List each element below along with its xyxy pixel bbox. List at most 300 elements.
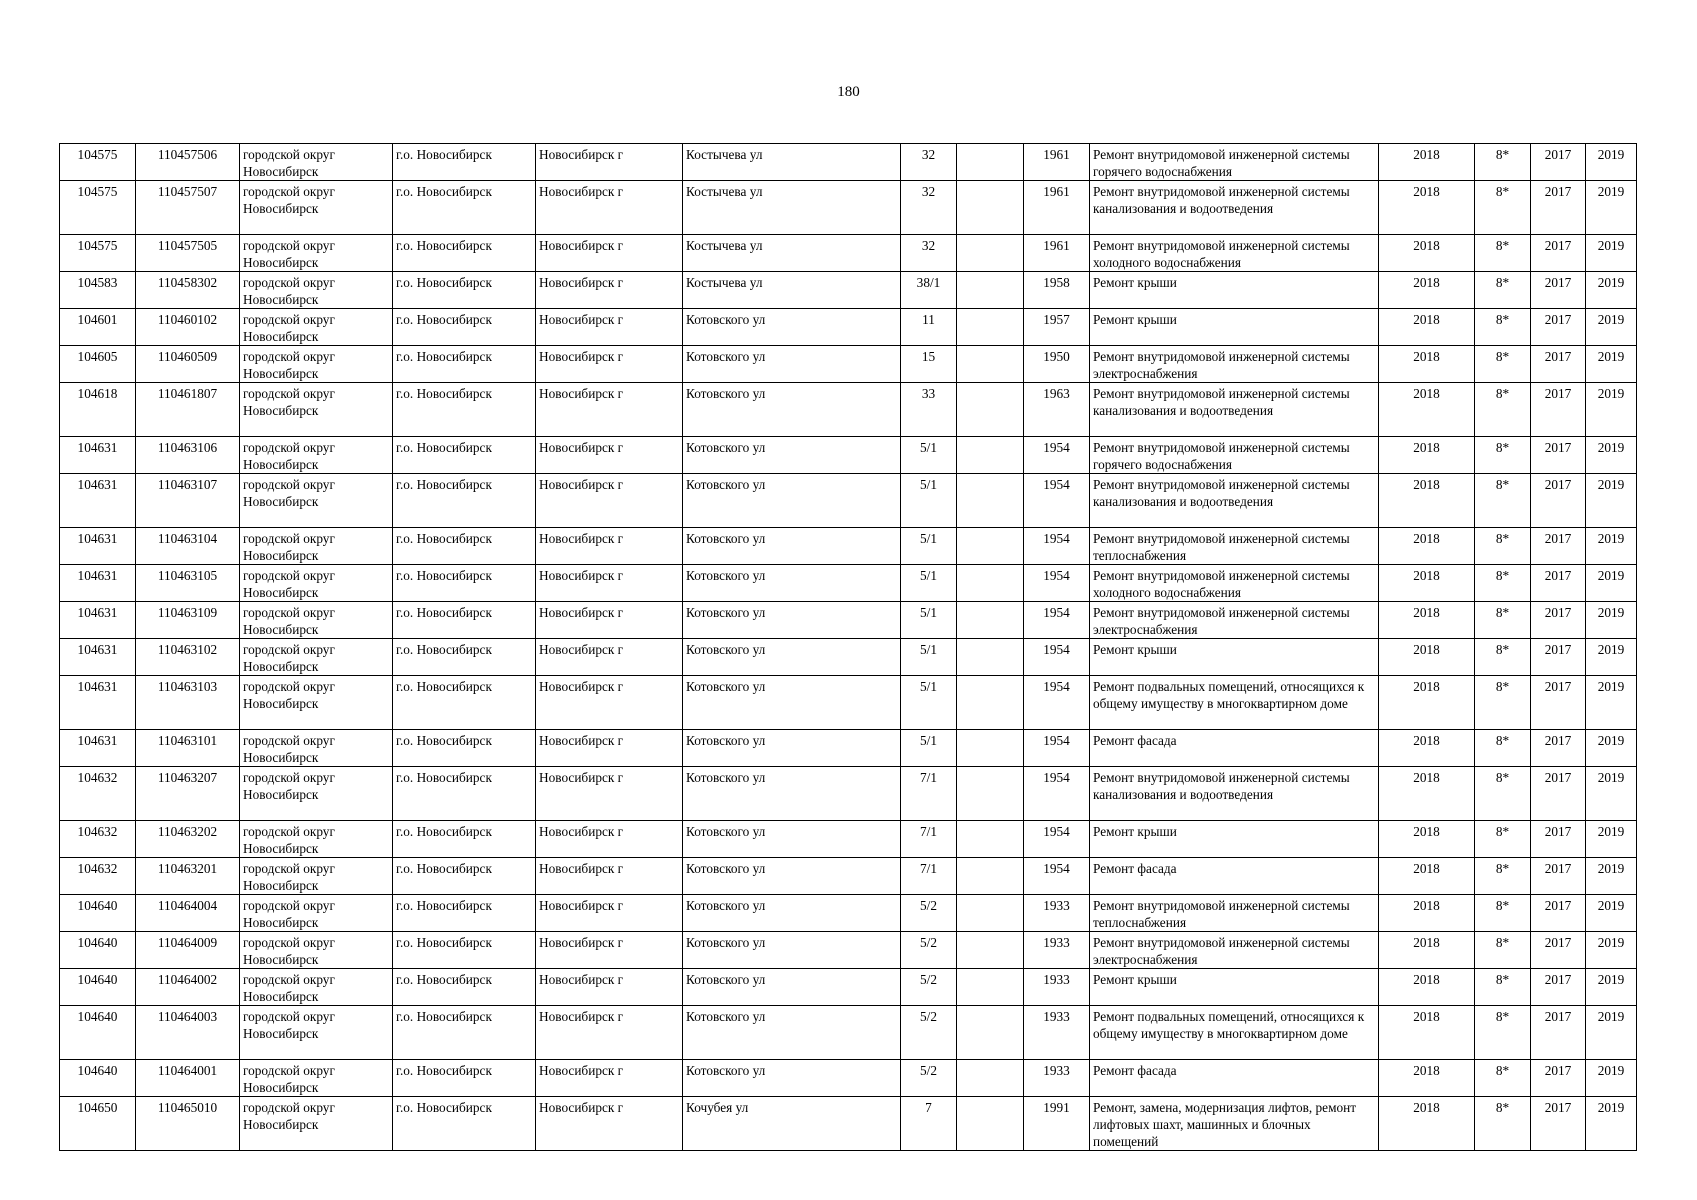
work-type-cell: Ремонт крыши — [1090, 969, 1379, 1006]
locality-cell: Новосибирск г — [536, 528, 683, 565]
work-type-cell: Ремонт внутридомовой инженерной системы канализования и водоотведения — [1090, 767, 1379, 821]
locality-cell: Новосибирск г — [536, 309, 683, 346]
house-number-cell: 5/1 — [901, 676, 957, 730]
municipality-cell: городской округ Новосибирск — [240, 272, 393, 309]
period-start-cell: 2017 — [1531, 474, 1586, 528]
work-type-cell: Ремонт крыши — [1090, 309, 1379, 346]
building-cell — [957, 969, 1024, 1006]
record-id-cell: 110463207 — [136, 767, 240, 821]
building-cell — [957, 144, 1024, 181]
building-cell — [957, 895, 1024, 932]
street-cell: Котовского ул — [683, 528, 901, 565]
period-start-cell: 2017 — [1531, 1097, 1586, 1151]
record-id-cell: 110463107 — [136, 474, 240, 528]
period-start-cell: 2017 — [1531, 235, 1586, 272]
work-type-cell: Ремонт внутридомовой инженерной системы электроснабжения — [1090, 602, 1379, 639]
period-end-cell: 2019 — [1586, 565, 1637, 602]
district-cell: г.о. Новосибирск — [393, 235, 536, 272]
table-row — [60, 565, 1637, 602]
house-number-cell: 5/2 — [901, 969, 957, 1006]
period-start-cell: 2017 — [1531, 528, 1586, 565]
house-id-cell: 104631 — [60, 474, 136, 528]
period-end-cell: 2019 — [1586, 383, 1637, 437]
table-row — [60, 309, 1637, 346]
house-id-cell: 104631 — [60, 639, 136, 676]
municipality-cell: городской округ Новосибирск — [240, 602, 393, 639]
house-number-cell: 5/1 — [901, 437, 957, 474]
table-row — [60, 676, 1637, 730]
municipality-cell: городской округ Новосибирск — [240, 821, 393, 858]
built-year-cell: 1933 — [1024, 1006, 1090, 1060]
criteria-cell: 8* — [1475, 565, 1531, 602]
plan-year-cell: 2018 — [1379, 895, 1475, 932]
work-type-cell: Ремонт внутридомовой инженерной системы электроснабжения — [1090, 932, 1379, 969]
plan-year-cell: 2018 — [1379, 309, 1475, 346]
municipality-cell: городской округ Новосибирск — [240, 1097, 393, 1151]
locality-cell: Новосибирск г — [536, 383, 683, 437]
locality-cell: Новосибирск г — [536, 895, 683, 932]
district-cell: г.о. Новосибирск — [393, 676, 536, 730]
built-year-cell: 1950 — [1024, 346, 1090, 383]
work-type-cell: Ремонт фасада — [1090, 1060, 1379, 1097]
district-cell: г.о. Новосибирск — [393, 474, 536, 528]
house-number-cell: 32 — [901, 235, 957, 272]
work-type-cell: Ремонт фасада — [1090, 730, 1379, 767]
district-cell: г.о. Новосибирск — [393, 969, 536, 1006]
built-year-cell: 1954 — [1024, 437, 1090, 474]
district-cell: г.о. Новосибирск — [393, 821, 536, 858]
house-number-cell: 33 — [901, 383, 957, 437]
period-end-cell: 2019 — [1586, 181, 1637, 235]
house-number-cell: 5/1 — [901, 602, 957, 639]
house-number-cell: 7/1 — [901, 858, 957, 895]
building-cell — [957, 1006, 1024, 1060]
period-end-cell: 2019 — [1586, 474, 1637, 528]
record-id-cell: 110463102 — [136, 639, 240, 676]
table-row — [60, 932, 1637, 969]
built-year-cell: 1933 — [1024, 895, 1090, 932]
plan-year-cell: 2018 — [1379, 383, 1475, 437]
criteria-cell: 8* — [1475, 639, 1531, 676]
criteria-cell: 8* — [1475, 528, 1531, 565]
locality-cell: Новосибирск г — [536, 235, 683, 272]
criteria-cell: 8* — [1475, 272, 1531, 309]
period-end-cell: 2019 — [1586, 969, 1637, 1006]
table-row — [60, 1097, 1637, 1151]
criteria-cell: 8* — [1475, 730, 1531, 767]
street-cell: Котовского ул — [683, 639, 901, 676]
locality-cell: Новосибирск г — [536, 1006, 683, 1060]
work-type-cell: Ремонт подвальных помещений, относящихся к общему имуществу в многоквартирном доме — [1090, 676, 1379, 730]
municipality-cell: городской округ Новосибирск — [240, 1006, 393, 1060]
house-id-cell: 104631 — [60, 730, 136, 767]
locality-cell: Новосибирск г — [536, 437, 683, 474]
period-start-cell: 2017 — [1531, 602, 1586, 639]
work-type-cell: Ремонт внутридомовой инженерной системы канализования и водоотведения — [1090, 383, 1379, 437]
record-id-cell: 110457506 — [136, 144, 240, 181]
table-row — [60, 474, 1637, 528]
municipality-cell: городской округ Новосибирск — [240, 932, 393, 969]
street-cell: Кочубея ул — [683, 1097, 901, 1151]
house-number-cell: 11 — [901, 309, 957, 346]
period-end-cell: 2019 — [1586, 932, 1637, 969]
house-id-cell: 104631 — [60, 528, 136, 565]
locality-cell: Новосибирск г — [536, 272, 683, 309]
building-cell — [957, 1060, 1024, 1097]
period-end-cell: 2019 — [1586, 1006, 1637, 1060]
municipality-cell: городской округ Новосибирск — [240, 730, 393, 767]
period-start-cell: 2017 — [1531, 639, 1586, 676]
record-id-cell: 110463105 — [136, 565, 240, 602]
locality-cell: Новосибирск г — [536, 1060, 683, 1097]
house-id-cell: 104575 — [60, 144, 136, 181]
criteria-cell: 8* — [1475, 309, 1531, 346]
street-cell: Котовского ул — [683, 767, 901, 821]
period-start-cell: 2017 — [1531, 144, 1586, 181]
work-type-cell: Ремонт крыши — [1090, 272, 1379, 309]
work-type-cell: Ремонт крыши — [1090, 821, 1379, 858]
district-cell: г.о. Новосибирск — [393, 767, 536, 821]
record-id-cell: 110464009 — [136, 932, 240, 969]
work-type-cell: Ремонт подвальных помещений, относящихся к общему имуществу в многоквартирном доме — [1090, 1006, 1379, 1060]
plan-year-cell: 2018 — [1379, 676, 1475, 730]
building-cell — [957, 565, 1024, 602]
locality-cell: Новосибирск г — [536, 858, 683, 895]
district-cell: г.о. Новосибирск — [393, 602, 536, 639]
record-id-cell: 110457505 — [136, 235, 240, 272]
district-cell: г.о. Новосибирск — [393, 1097, 536, 1151]
period-start-cell: 2017 — [1531, 272, 1586, 309]
record-id-cell: 110465010 — [136, 1097, 240, 1151]
record-id-cell: 110463106 — [136, 437, 240, 474]
plan-year-cell: 2018 — [1379, 528, 1475, 565]
criteria-cell: 8* — [1475, 235, 1531, 272]
building-cell — [957, 730, 1024, 767]
house-id-cell: 104631 — [60, 437, 136, 474]
period-end-cell: 2019 — [1586, 730, 1637, 767]
period-start-cell: 2017 — [1531, 383, 1586, 437]
built-year-cell: 1961 — [1024, 144, 1090, 181]
plan-year-cell: 2018 — [1379, 602, 1475, 639]
built-year-cell: 1961 — [1024, 181, 1090, 235]
plan-year-cell: 2018 — [1379, 1097, 1475, 1151]
table-row — [60, 528, 1637, 565]
house-number-cell: 32 — [901, 144, 957, 181]
built-year-cell: 1958 — [1024, 272, 1090, 309]
street-cell: Котовского ул — [683, 895, 901, 932]
built-year-cell: 1954 — [1024, 821, 1090, 858]
municipality-cell: городской округ Новосибирск — [240, 858, 393, 895]
record-id-cell: 110460509 — [136, 346, 240, 383]
house-number-cell: 5/1 — [901, 474, 957, 528]
work-type-cell: Ремонт внутридомовой инженерной системы канализования и водоотведения — [1090, 181, 1379, 235]
municipality-cell: городской округ Новосибирск — [240, 1060, 393, 1097]
municipality-cell: городской округ Новосибирск — [240, 181, 393, 235]
house-number-cell: 7 — [901, 1097, 957, 1151]
table-row — [60, 730, 1637, 767]
building-cell — [957, 639, 1024, 676]
record-id-cell: 110461807 — [136, 383, 240, 437]
table-row — [60, 1060, 1637, 1097]
work-type-cell: Ремонт фасада — [1090, 858, 1379, 895]
criteria-cell: 8* — [1475, 144, 1531, 181]
building-cell — [957, 383, 1024, 437]
period-end-cell: 2019 — [1586, 235, 1637, 272]
house-number-cell: 15 — [901, 346, 957, 383]
table-row — [60, 144, 1637, 181]
record-id-cell: 110458302 — [136, 272, 240, 309]
municipality-cell: городской округ Новосибирск — [240, 528, 393, 565]
municipality-cell: городской округ Новосибирск — [240, 676, 393, 730]
locality-cell: Новосибирск г — [536, 181, 683, 235]
period-end-cell: 2019 — [1586, 309, 1637, 346]
record-id-cell: 110463202 — [136, 821, 240, 858]
locality-cell: Новосибирск г — [536, 969, 683, 1006]
criteria-cell: 8* — [1475, 1006, 1531, 1060]
building-cell — [957, 676, 1024, 730]
municipality-cell: городской округ Новосибирск — [240, 969, 393, 1006]
table-row — [60, 235, 1637, 272]
period-start-cell: 2017 — [1531, 346, 1586, 383]
criteria-cell: 8* — [1475, 437, 1531, 474]
municipality-cell: городской округ Новосибирск — [240, 474, 393, 528]
criteria-cell: 8* — [1475, 1060, 1531, 1097]
street-cell: Котовского ул — [683, 437, 901, 474]
table-row — [60, 346, 1637, 383]
district-cell: г.о. Новосибирск — [393, 309, 536, 346]
table-row — [60, 639, 1637, 676]
work-type-cell: Ремонт крыши — [1090, 639, 1379, 676]
built-year-cell: 1954 — [1024, 730, 1090, 767]
record-id-cell: 110464002 — [136, 969, 240, 1006]
house-number-cell: 5/1 — [901, 639, 957, 676]
period-end-cell: 2019 — [1586, 602, 1637, 639]
building-cell — [957, 602, 1024, 639]
house-id-cell: 104605 — [60, 346, 136, 383]
district-cell: г.о. Новосибирск — [393, 346, 536, 383]
district-cell: г.о. Новосибирск — [393, 1060, 536, 1097]
street-cell: Котовского ул — [683, 602, 901, 639]
period-start-cell: 2017 — [1531, 181, 1586, 235]
building-cell — [957, 235, 1024, 272]
street-cell: Костычева ул — [683, 181, 901, 235]
plan-year-cell: 2018 — [1379, 565, 1475, 602]
building-cell — [957, 181, 1024, 235]
building-cell — [957, 346, 1024, 383]
house-number-cell: 5/1 — [901, 730, 957, 767]
work-type-cell: Ремонт внутридомовой инженерной системы канализования и водоотведения — [1090, 474, 1379, 528]
table-row — [60, 272, 1637, 309]
table-body — [60, 144, 1637, 1151]
period-end-cell: 2019 — [1586, 895, 1637, 932]
record-id-cell: 110457507 — [136, 181, 240, 235]
district-cell: г.о. Новосибирск — [393, 144, 536, 181]
built-year-cell: 1954 — [1024, 639, 1090, 676]
plan-year-cell: 2018 — [1379, 969, 1475, 1006]
locality-cell: Новосибирск г — [536, 474, 683, 528]
period-start-cell: 2017 — [1531, 821, 1586, 858]
built-year-cell: 1954 — [1024, 767, 1090, 821]
period-start-cell: 2017 — [1531, 565, 1586, 602]
table-row — [60, 602, 1637, 639]
house-id-cell: 104632 — [60, 767, 136, 821]
record-id-cell: 110463104 — [136, 528, 240, 565]
table-row — [60, 858, 1637, 895]
municipality-cell: городской округ Новосибирск — [240, 346, 393, 383]
table-row — [60, 181, 1637, 235]
district-cell: г.о. Новосибирск — [393, 181, 536, 235]
street-cell: Котовского ул — [683, 730, 901, 767]
municipality-cell: городской округ Новосибирск — [240, 309, 393, 346]
building-cell — [957, 767, 1024, 821]
house-id-cell: 104640 — [60, 895, 136, 932]
house-id-cell: 104640 — [60, 1060, 136, 1097]
plan-year-cell: 2018 — [1379, 932, 1475, 969]
period-start-cell: 2017 — [1531, 1060, 1586, 1097]
built-year-cell: 1954 — [1024, 474, 1090, 528]
criteria-cell: 8* — [1475, 1097, 1531, 1151]
building-cell — [957, 858, 1024, 895]
criteria-cell: 8* — [1475, 821, 1531, 858]
municipality-cell: городской округ Новосибирск — [240, 895, 393, 932]
plan-year-cell: 2018 — [1379, 181, 1475, 235]
house-number-cell: 32 — [901, 181, 957, 235]
house-id-cell: 104640 — [60, 1006, 136, 1060]
house-id-cell: 104575 — [60, 235, 136, 272]
work-type-cell: Ремонт внутридомовой инженерной системы горячего водоснабжения — [1090, 144, 1379, 181]
built-year-cell: 1957 — [1024, 309, 1090, 346]
house-number-cell: 7/1 — [901, 767, 957, 821]
street-cell: Котовского ул — [683, 932, 901, 969]
plan-year-cell: 2018 — [1379, 437, 1475, 474]
house-id-cell: 104640 — [60, 969, 136, 1006]
street-cell: Котовского ул — [683, 474, 901, 528]
table-row — [60, 383, 1637, 437]
record-id-cell: 110463109 — [136, 602, 240, 639]
municipality-cell: городской округ Новосибирск — [240, 767, 393, 821]
built-year-cell: 1961 — [1024, 235, 1090, 272]
period-end-cell: 2019 — [1586, 437, 1637, 474]
period-start-cell: 2017 — [1531, 969, 1586, 1006]
record-id-cell: 110463101 — [136, 730, 240, 767]
period-end-cell: 2019 — [1586, 528, 1637, 565]
work-type-cell: Ремонт внутридомовой инженерной системы холодного водоснабжения — [1090, 565, 1379, 602]
plan-year-cell: 2018 — [1379, 235, 1475, 272]
record-id-cell: 110464004 — [136, 895, 240, 932]
record-id-cell: 110464003 — [136, 1006, 240, 1060]
record-id-cell: 110460102 — [136, 309, 240, 346]
district-cell: г.о. Новосибирск — [393, 895, 536, 932]
street-cell: Котовского ул — [683, 383, 901, 437]
district-cell: г.о. Новосибирск — [393, 528, 536, 565]
building-cell — [957, 1097, 1024, 1151]
street-cell: Котовского ул — [683, 346, 901, 383]
building-cell — [957, 437, 1024, 474]
criteria-cell: 8* — [1475, 181, 1531, 235]
work-type-cell: Ремонт внутридомовой инженерной системы теплоснабжения — [1090, 528, 1379, 565]
house-id-cell: 104631 — [60, 565, 136, 602]
street-cell: Котовского ул — [683, 309, 901, 346]
house-number-cell: 5/2 — [901, 895, 957, 932]
built-year-cell: 1991 — [1024, 1097, 1090, 1151]
work-type-cell: Ремонт внутридомовой инженерной системы электроснабжения — [1090, 346, 1379, 383]
work-type-cell: Ремонт внутридомовой инженерной системы холодного водоснабжения — [1090, 235, 1379, 272]
plan-year-cell: 2018 — [1379, 858, 1475, 895]
municipality-cell: городской округ Новосибирск — [240, 437, 393, 474]
house-id-cell: 104583 — [60, 272, 136, 309]
period-start-cell: 2017 — [1531, 932, 1586, 969]
house-number-cell: 5/2 — [901, 932, 957, 969]
street-cell: Костычева ул — [683, 144, 901, 181]
house-number-cell: 5/1 — [901, 565, 957, 602]
work-type-cell: Ремонт внутридомовой инженерной системы горячего водоснабжения — [1090, 437, 1379, 474]
period-start-cell: 2017 — [1531, 730, 1586, 767]
built-year-cell: 1963 — [1024, 383, 1090, 437]
table-row — [60, 437, 1637, 474]
period-end-cell: 2019 — [1586, 676, 1637, 730]
capital-repair-table — [59, 143, 1637, 1151]
house-number-cell: 5/2 — [901, 1006, 957, 1060]
criteria-cell: 8* — [1475, 932, 1531, 969]
house-id-cell: 104632 — [60, 858, 136, 895]
district-cell: г.о. Новосибирск — [393, 383, 536, 437]
built-year-cell: 1954 — [1024, 528, 1090, 565]
plan-year-cell: 2018 — [1379, 272, 1475, 309]
table-row — [60, 969, 1637, 1006]
house-id-cell: 104631 — [60, 602, 136, 639]
criteria-cell: 8* — [1475, 602, 1531, 639]
built-year-cell: 1954 — [1024, 676, 1090, 730]
municipality-cell: городской округ Новосибирск — [240, 565, 393, 602]
building-cell — [957, 474, 1024, 528]
district-cell: г.о. Новосибирск — [393, 730, 536, 767]
period-start-cell: 2017 — [1531, 309, 1586, 346]
record-id-cell: 110464001 — [136, 1060, 240, 1097]
street-cell: Котовского ул — [683, 858, 901, 895]
house-id-cell: 104632 — [60, 821, 136, 858]
criteria-cell: 8* — [1475, 346, 1531, 383]
locality-cell: Новосибирск г — [536, 565, 683, 602]
built-year-cell: 1933 — [1024, 932, 1090, 969]
house-id-cell: 104575 — [60, 181, 136, 235]
house-id-cell: 104650 — [60, 1097, 136, 1151]
building-cell — [957, 272, 1024, 309]
house-id-cell: 104640 — [60, 932, 136, 969]
plan-year-cell: 2018 — [1379, 730, 1475, 767]
locality-cell: Новосибирск г — [536, 346, 683, 383]
district-cell: г.о. Новосибирск — [393, 437, 536, 474]
period-end-cell: 2019 — [1586, 858, 1637, 895]
plan-year-cell: 2018 — [1379, 767, 1475, 821]
locality-cell: Новосибирск г — [536, 821, 683, 858]
locality-cell: Новосибирск г — [536, 639, 683, 676]
municipality-cell: городской округ Новосибирск — [240, 235, 393, 272]
period-end-cell: 2019 — [1586, 272, 1637, 309]
plan-year-cell: 2018 — [1379, 144, 1475, 181]
plan-year-cell: 2018 — [1379, 639, 1475, 676]
period-start-cell: 2017 — [1531, 858, 1586, 895]
house-id-cell: 104618 — [60, 383, 136, 437]
locality-cell: Новосибирск г — [536, 932, 683, 969]
period-start-cell: 2017 — [1531, 437, 1586, 474]
work-type-cell: Ремонт, замена, модернизация лифтов, ремонт лифтовых шахт, машинных и блочных помещений — [1090, 1097, 1379, 1151]
table-row — [60, 767, 1637, 821]
locality-cell: Новосибирск г — [536, 767, 683, 821]
work-type-cell: Ремонт внутридомовой инженерной системы теплоснабжения — [1090, 895, 1379, 932]
plan-year-cell: 2018 — [1379, 1006, 1475, 1060]
period-start-cell: 2017 — [1531, 676, 1586, 730]
house-number-cell: 38/1 — [901, 272, 957, 309]
